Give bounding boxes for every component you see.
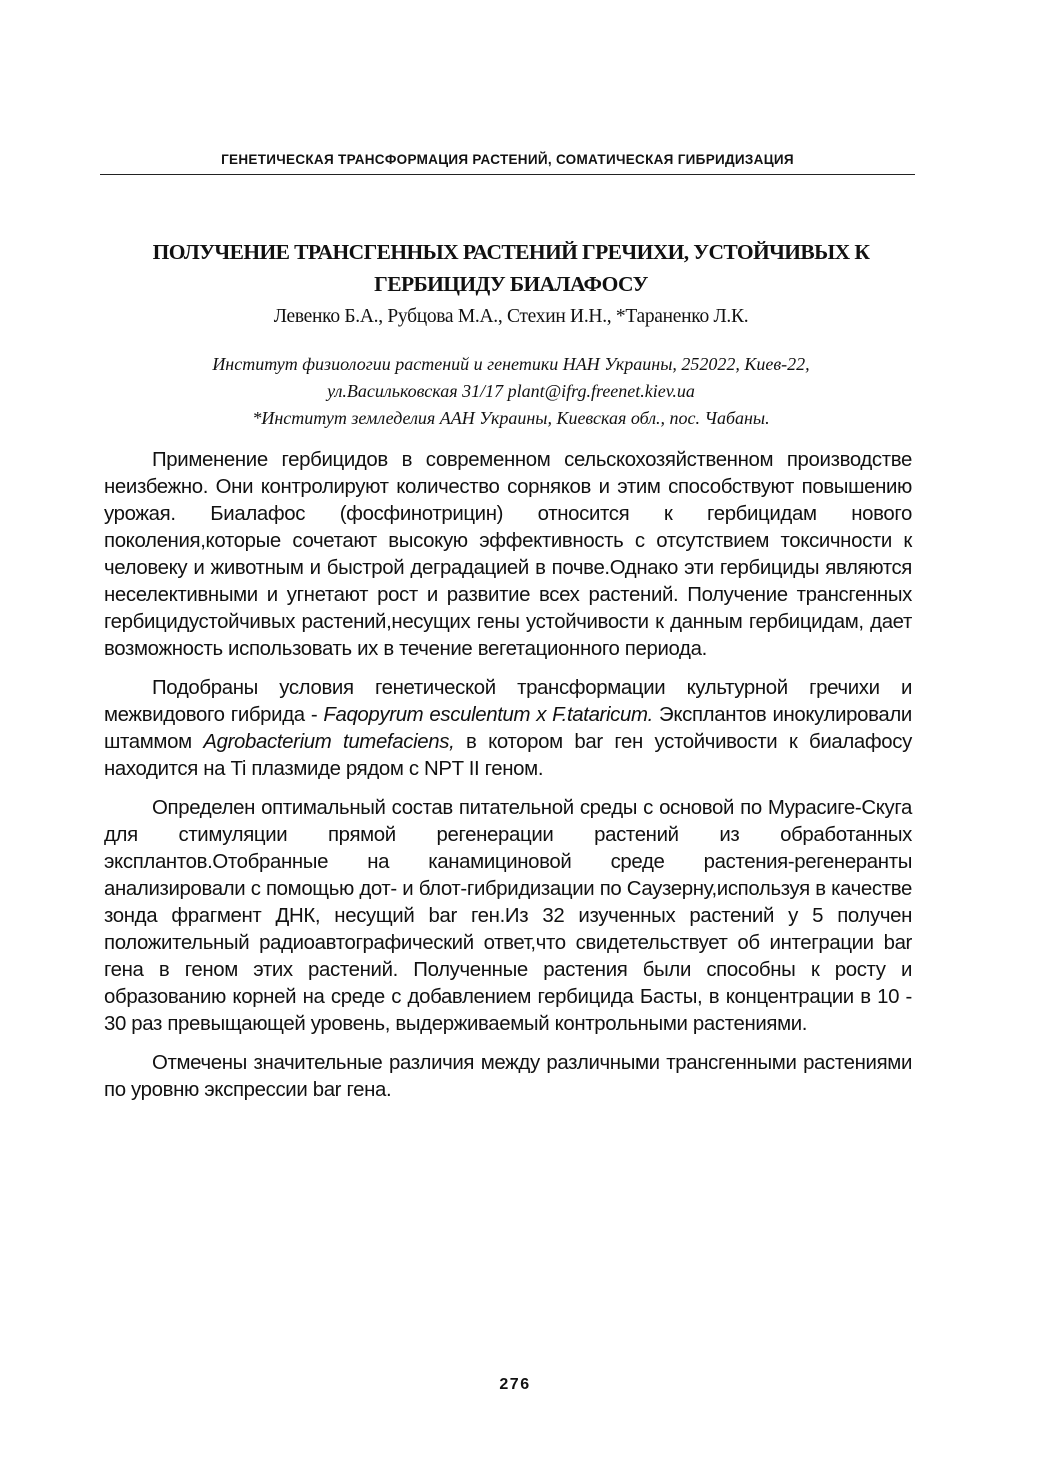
paragraph-2-text-b: Эксплантов инокулировали штаммом	[104, 704, 912, 753]
bacterium-name: Agrobacterium tumefaciens,	[203, 731, 455, 753]
affiliation-line-2: ул.Васильковская 31/17 plant@ifrg.freenet.kiev.ua	[327, 381, 695, 401]
article-body	[104, 447, 912, 1116]
author-list: Левенко Б.А., Рубцова М.А., Стехин И.Н., *Тараненко Л.К.	[273, 306, 749, 327]
paragraph-3: Определен оптимальный состав питательной среды с основой по Мурасиге-Скуга для стимуляции прямой регенерации растений из обработанных эксплантов.Отобранные на канамициновой среде растения-регенеранты анализировали с помощью дот- и блот-гибридизации по Саузерну,используя в качестве зонда фрагмент ДНК, несущий bar ген.Из 32 изученных растений у 5 получен положительный радиоавтографический ответ,что свидетельствует об интеграции bar гена в геном этих растений. Полученные растения были способны к росту и образованию корней на среде с добавлением гербицида Басты, в концентрации в 10 - 30 раз превыщающей уровень, выдерживаемый контрольными растениями.	[104, 797, 912, 1035]
paragraph-4: Отмечены значительные различия между различными трансгенными растениями по уровню экспрессии bar гена.	[104, 1052, 912, 1101]
title-line-2: ГЕРБИЦИДУ БИАЛАФОСУ	[374, 272, 648, 296]
title-line-1: ПОЛУЧЕНИЕ ТРАНСГЕННЫХ РАСТЕНИЙ ГРЕЧИХИ, УСТОЙЧИВЫХ К	[152, 240, 870, 264]
paragraph-2	[104, 675, 912, 783]
paragraph-2-text-c: в котором bar ген устойчивости к биалафосу находится на Ti плазмиде рядом с NPT II геном.	[104, 731, 912, 780]
species-name: Faqopyrum esculentum x F.tataricum.	[323, 704, 653, 726]
page-number: 276	[499, 1376, 531, 1393]
header-divider	[100, 174, 915, 175]
article-title	[96, 236, 926, 300]
running-header: ГЕНЕТИЧЕСКАЯ ТРАНСФОРМАЦИЯ РАСТЕНИЙ, СОМАТИЧЕСКАЯ ГИБРИДИЗАЦИЯ	[221, 152, 794, 167]
paragraph-2-text-a: Подобраны условия генетической трансформации культурной гречихи и межвидового гибрида -	[104, 677, 912, 726]
paragraph-1: Применение гербицидов в современном сельскохозяйственном производстве неизбежно. Они контролируют количество сорняков и этим способствуют повышению урожая. Биалафос (фосфинотрицин) относится к гербицидам нового поколения,которые сочетают высокую эффективность с отсутствием токсичности к человеку и животным и быстрой деградацией в почве.Однако эти гербициды являются неселективными и угнетают рост и развитие всех растений. Получение трансгенных гербицидустойчивых растений,несущих гены устойчивости к данным гербицидам, дает возможность использовать их в течение вегетационного периода.	[104, 449, 912, 660]
affiliation-line-1: Институт физиологии растений и генетики НАН Украины, 252022, Киев-22,	[212, 354, 810, 374]
affiliations	[96, 351, 926, 432]
affiliation-line-3: *Институт земледелия ААН Украины, Киевская обл., пос. Чабаны.	[252, 408, 770, 428]
